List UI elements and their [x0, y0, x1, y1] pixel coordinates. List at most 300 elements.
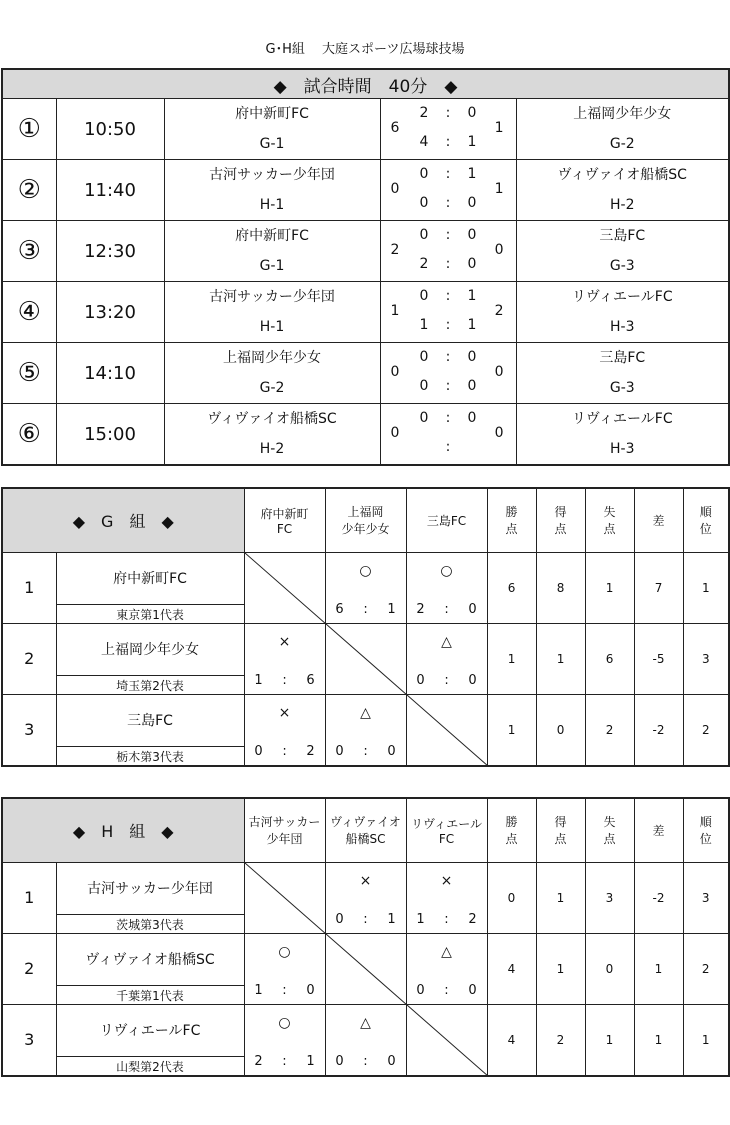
match-number: ④ [2, 282, 56, 343]
score-colon: : [363, 743, 368, 759]
half-home-goals: 4 [419, 134, 429, 150]
stat-header-line: 差 [652, 513, 665, 528]
team-stat: 8 [536, 552, 585, 623]
rank-number: 2 [2, 933, 56, 1004]
team-stat: 6 [585, 623, 634, 694]
group-header-row [2, 798, 729, 862]
team-stat: 1 [536, 623, 585, 694]
second-half-score [381, 378, 516, 394]
home-team-code: G-1 [259, 136, 285, 152]
stat-header-line: 失 [603, 505, 616, 520]
result-score [245, 673, 325, 688]
head-to-head-result [325, 694, 406, 766]
opponent-header-line: FC [276, 521, 293, 536]
half-home-goals: 2 [419, 105, 429, 121]
score-colon: : [444, 982, 449, 998]
result-mark: ○ [359, 562, 372, 579]
match-row [2, 343, 729, 404]
head-to-head-result [244, 933, 325, 1004]
rank-number: 1 [2, 552, 56, 623]
home-team-name: 府中新町FC [235, 228, 309, 244]
stat-header-line: 順 [699, 815, 712, 830]
half-away-goals: 1 [467, 134, 477, 150]
match-time: 15:00 [56, 404, 164, 466]
team-row [2, 552, 729, 604]
head-to-head-result [406, 623, 487, 694]
score-colon: : [363, 911, 368, 927]
half-score [409, 227, 487, 243]
away-team-code: G-3 [609, 258, 635, 274]
head-to-head-result [406, 552, 487, 623]
self-match-diagonal [325, 623, 406, 694]
half-score [409, 317, 487, 333]
home-total-score: 0 [390, 425, 400, 441]
home-team-cell [164, 160, 380, 221]
second-half-score [381, 134, 516, 150]
result-score [407, 673, 487, 688]
self-match-diagonal [244, 552, 325, 623]
goals-for: 1 [254, 672, 263, 688]
team-stat: -2 [634, 862, 683, 933]
team-stat: -2 [634, 694, 683, 766]
second-half-score [381, 317, 516, 333]
stat-header-line: 勝 [505, 505, 518, 520]
score-colon: : [444, 672, 449, 688]
result-score [407, 602, 487, 617]
match-number: ① [2, 99, 56, 160]
team-stat: 1 [487, 694, 536, 766]
score-cell [380, 221, 516, 282]
stat-header [683, 488, 729, 552]
result-mark: △ [360, 1014, 371, 1031]
half-away-goals: 0 [467, 378, 477, 394]
away-team-code: H-3 [610, 441, 635, 457]
match-time: 10:50 [56, 99, 164, 160]
home-team-code: H-1 [259, 197, 285, 213]
half-home-goals: 0 [419, 349, 429, 365]
goals-against: 2 [468, 911, 477, 927]
away-team-code: H-2 [610, 197, 635, 213]
half-home-goals: 2 [419, 256, 429, 272]
half-away-goals: 1 [467, 166, 477, 182]
group-label: ◆ H 組 ◆ [2, 798, 244, 862]
stat-header-line: 位 [699, 522, 712, 537]
goals-against: 0 [468, 982, 477, 998]
match-time: 14:10 [56, 343, 164, 404]
result-mark: ○ [440, 562, 453, 579]
result-mark: × [278, 633, 291, 650]
opponent-header-line: 船橋SC [345, 832, 386, 847]
opponent-header [244, 798, 325, 862]
team-stat: 2 [585, 694, 634, 766]
team-stat: 3 [683, 623, 729, 694]
result-score [326, 744, 406, 759]
home-team-code: G-2 [259, 380, 285, 396]
away-team-cell [516, 160, 729, 221]
stat-header-line: 点 [603, 832, 616, 847]
self-match-diagonal [325, 933, 406, 1004]
stat-header [487, 798, 536, 862]
home-team-cell [164, 343, 380, 404]
half-score [409, 410, 487, 426]
team-stat: 4 [487, 1004, 536, 1076]
stat-header-line: 点 [554, 522, 567, 537]
stat-header [585, 798, 634, 862]
result-score [407, 912, 487, 927]
team-stat: 4 [487, 933, 536, 1004]
result-mark: × [359, 872, 372, 889]
team-stat: 1 [634, 1004, 683, 1076]
home-team-cell [164, 404, 380, 466]
team-stat: 2 [683, 933, 729, 1004]
stat-header-line: 点 [505, 832, 518, 847]
goals-against: 0 [468, 672, 477, 688]
away-team-name: リヴィエールFC [571, 289, 673, 305]
goals-for: 6 [335, 601, 344, 617]
goals-for: 0 [416, 672, 425, 688]
score-colon: : [445, 166, 451, 182]
second-half-score [381, 256, 516, 272]
team-row [2, 1004, 729, 1056]
first-half-score [381, 410, 516, 426]
head-to-head-result [244, 623, 325, 694]
team-stat: 1 [585, 1004, 634, 1076]
team-representative: 埼玉第2代表 [56, 675, 244, 694]
home-team-code: G-1 [259, 258, 285, 274]
head-to-head-result [244, 694, 325, 766]
goals-against: 6 [306, 672, 315, 688]
team-stat: -5 [634, 623, 683, 694]
away-team-cell [516, 404, 729, 466]
team-stat: 1 [536, 933, 585, 1004]
head-to-head-result [325, 862, 406, 933]
match-row [2, 404, 729, 466]
stat-header-line: 位 [699, 832, 712, 847]
diagonal-line [326, 934, 407, 1005]
first-half-score [381, 349, 516, 365]
score-colon: : [445, 105, 451, 121]
result-mark: △ [441, 633, 452, 650]
head-to-head-result [244, 1004, 325, 1076]
score-cell [380, 282, 516, 343]
stat-header [683, 798, 729, 862]
away-team-code: G-3 [609, 380, 635, 396]
group-h-table [1, 797, 730, 1077]
goals-against: 0 [306, 982, 315, 998]
away-team-cell [516, 99, 729, 160]
half-score [409, 134, 487, 150]
goals-against: 1 [306, 1053, 315, 1069]
head-to-head-result [406, 933, 487, 1004]
team-stat: 0 [585, 933, 634, 1004]
stat-header [536, 488, 585, 552]
opponent-header [244, 488, 325, 552]
opponent-header-line: 府中新町 [260, 506, 309, 521]
opponent-header-line: FC [438, 831, 455, 846]
team-stat: 2 [536, 1004, 585, 1076]
goals-against: 2 [306, 743, 315, 759]
stat-header [585, 488, 634, 552]
result-score [326, 602, 406, 617]
self-match-diagonal [244, 862, 325, 933]
opponent-header-line: 少年団 [266, 832, 303, 847]
opponent-header-line: リヴィエール [410, 816, 483, 831]
away-team-code: H-3 [610, 319, 635, 335]
home-team-name: 上福岡少年少女 [223, 350, 321, 366]
schedule-header: ◆ 試合時間 40分 ◆ [2, 69, 729, 99]
team-name: ヴィヴァイオ船橋SC [56, 933, 244, 985]
rank-number: 2 [2, 623, 56, 694]
goals-for: 2 [254, 1053, 263, 1069]
diagonal-line [245, 553, 326, 624]
score-cell [380, 99, 516, 160]
half-away-goals: 0 [467, 256, 477, 272]
team-stat: 2 [683, 694, 729, 766]
first-half-score [381, 105, 516, 121]
home-team-name: 古河サッカー少年団 [209, 289, 335, 305]
first-half-score [381, 227, 516, 243]
half-score [409, 195, 487, 211]
score-colon: : [282, 743, 287, 759]
result-score [245, 1054, 325, 1069]
team-stat: 6 [487, 552, 536, 623]
home-total-score: 6 [390, 120, 400, 136]
match-number: ③ [2, 221, 56, 282]
home-total-score: 0 [390, 364, 400, 380]
score-colon: : [445, 317, 451, 333]
score-colon: : [445, 227, 451, 243]
team-name: リヴィエールFC [56, 1004, 244, 1056]
second-half-score [381, 439, 516, 455]
home-team-cell [164, 282, 380, 343]
result-score [407, 983, 487, 998]
match-time: 12:30 [56, 221, 164, 282]
home-team-cell [164, 99, 380, 160]
score-colon: : [282, 1053, 287, 1069]
home-team-cell [164, 221, 380, 282]
half-score [409, 256, 487, 272]
half-home-goals: 0 [419, 288, 429, 304]
half-home-goals: 0 [419, 195, 429, 211]
first-half-score [381, 288, 516, 304]
team-stat: 3 [683, 862, 729, 933]
goals-against: 0 [468, 601, 477, 617]
opponent-header [325, 798, 406, 862]
half-score [409, 288, 487, 304]
result-mark: × [278, 704, 291, 721]
diagonal-line [245, 863, 326, 934]
result-score [326, 912, 406, 927]
away-team-name: 三島FC [599, 350, 646, 366]
stat-header [536, 798, 585, 862]
result-mark: ○ [278, 1014, 291, 1031]
team-stat: 7 [634, 552, 683, 623]
stat-header-line: 勝 [505, 815, 518, 830]
team-representative: 東京第1代表 [56, 604, 244, 623]
opponent-header [406, 798, 487, 862]
away-total-score: 0 [494, 364, 504, 380]
half-away-goals: 1 [467, 288, 477, 304]
result-score [245, 983, 325, 998]
team-stat: 1 [683, 1004, 729, 1076]
half-away-goals: 0 [467, 195, 477, 211]
goals-for: 1 [416, 911, 425, 927]
goals-for: 0 [335, 911, 344, 927]
team-name: 上福岡少年少女 [56, 623, 244, 675]
stat-header-line: 得 [554, 815, 567, 830]
group-header-row [2, 488, 729, 552]
home-team-code: H-1 [259, 319, 285, 335]
match-row [2, 99, 729, 160]
away-total-score: 0 [494, 425, 504, 441]
opponent-header-line: 少年少女 [341, 522, 390, 537]
half-away-goals: 0 [467, 105, 477, 121]
team-row [2, 694, 729, 746]
team-stat: 0 [487, 862, 536, 933]
team-stat: 3 [585, 862, 634, 933]
away-team-cell [516, 282, 729, 343]
diagonal-line [407, 1005, 488, 1076]
stat-header-line: 点 [603, 522, 616, 537]
goals-against: 0 [387, 743, 396, 759]
head-to-head-result [406, 862, 487, 933]
home-team-name: 古河サッカー少年団 [209, 167, 335, 183]
team-row [2, 933, 729, 985]
head-to-head-result [325, 1004, 406, 1076]
match-time: 13:20 [56, 282, 164, 343]
score-colon: : [282, 982, 287, 998]
team-name: 三島FC [56, 694, 244, 746]
match-row [2, 282, 729, 343]
goals-for: 0 [335, 743, 344, 759]
goals-for: 0 [416, 982, 425, 998]
half-score [409, 439, 487, 455]
opponent-header [406, 488, 487, 552]
goals-for: 0 [335, 1053, 344, 1069]
stat-header-line: 点 [554, 832, 567, 847]
team-stat: 1 [683, 552, 729, 623]
goals-against: 0 [387, 1053, 396, 1069]
rank-number: 1 [2, 862, 56, 933]
stat-header-line: 順 [699, 505, 712, 520]
half-home-goals: 0 [419, 410, 429, 426]
team-stat: 1 [634, 933, 683, 1004]
stat-header [487, 488, 536, 552]
away-total-score: 1 [494, 181, 504, 197]
half-score [409, 378, 487, 394]
away-team-cell [516, 221, 729, 282]
stat-header-line: 得 [554, 505, 567, 520]
team-representative: 栃木第3代表 [56, 746, 244, 766]
half-home-goals: 0 [419, 378, 429, 394]
rank-number: 3 [2, 694, 56, 766]
away-total-score: 0 [494, 242, 504, 258]
half-home-goals: 1 [419, 317, 429, 333]
team-row [2, 862, 729, 914]
half-away-goals: 1 [467, 317, 477, 333]
home-total-score: 1 [390, 303, 400, 319]
opponent-header-line: 古河サッカー [248, 815, 321, 830]
match-row [2, 160, 729, 221]
score-colon: : [445, 378, 451, 394]
stat-header-line: 失 [603, 815, 616, 830]
score-colon: : [363, 601, 368, 617]
rank-number: 3 [2, 1004, 56, 1076]
score-colon: : [444, 911, 449, 927]
opponent-header-line: 上福岡 [347, 505, 384, 520]
page-title: G･H組 大庭スポーツ広場球技場 [265, 42, 465, 57]
match-number: ⑥ [2, 404, 56, 466]
away-team-code: G-2 [609, 136, 635, 152]
match-schedule-table [1, 68, 730, 466]
score-colon: : [444, 601, 449, 617]
home-team-name: ヴィヴァイオ船橋SC [207, 411, 337, 427]
self-match-diagonal [406, 694, 487, 766]
team-name: 府中新町FC [56, 552, 244, 604]
result-mark: ○ [278, 943, 291, 960]
score-colon: : [445, 195, 451, 211]
match-number: ② [2, 160, 56, 221]
score-colon: : [445, 256, 451, 272]
score-colon: : [363, 1053, 368, 1069]
team-representative: 山梨第2代表 [56, 1056, 244, 1076]
first-half-score [381, 166, 516, 182]
score-colon: : [445, 288, 451, 304]
team-stat: 1 [536, 862, 585, 933]
away-team-name: 上福岡少年少女 [573, 106, 672, 122]
team-representative: 千葉第1代表 [56, 985, 244, 1004]
half-score [409, 166, 487, 182]
match-number: ⑤ [2, 343, 56, 404]
away-total-score: 2 [494, 303, 504, 319]
goals-for: 0 [254, 743, 263, 759]
score-colon: : [445, 134, 451, 150]
opponent-header-line: ヴィヴァイオ [330, 815, 401, 830]
score-colon: : [445, 439, 451, 455]
stat-header-line: 差 [652, 823, 665, 838]
team-stat: 0 [536, 694, 585, 766]
goals-against: 1 [387, 601, 396, 617]
away-team-name: ヴィヴァイオ船橋SC [557, 167, 687, 183]
match-row [2, 221, 729, 282]
away-team-name: リヴィエールFC [571, 411, 673, 427]
stat-header-line: 点 [505, 522, 518, 537]
group-label: ◆ G 組 ◆ [2, 488, 244, 552]
self-match-diagonal [406, 1004, 487, 1076]
half-score [409, 349, 487, 365]
home-total-score: 0 [390, 181, 400, 197]
match-time: 11:40 [56, 160, 164, 221]
opponent-header [325, 488, 406, 552]
result-mark: △ [441, 943, 452, 960]
score-colon: : [282, 672, 287, 688]
goals-for: 2 [416, 601, 425, 617]
half-home-goals: 0 [419, 166, 429, 182]
half-home-goals: 0 [419, 227, 429, 243]
away-total-score: 1 [494, 120, 504, 136]
goals-against: 1 [387, 911, 396, 927]
half-away-goals: 0 [467, 227, 477, 243]
team-representative: 茨城第3代表 [56, 914, 244, 933]
diagonal-line [326, 624, 407, 695]
diagonal-line [407, 695, 488, 766]
away-team-name: 三島FC [599, 228, 646, 244]
result-score [245, 744, 325, 759]
team-name: 古河サッカー少年団 [56, 862, 244, 914]
team-stat: 1 [585, 552, 634, 623]
second-half-score [381, 195, 516, 211]
head-to-head-result [325, 552, 406, 623]
